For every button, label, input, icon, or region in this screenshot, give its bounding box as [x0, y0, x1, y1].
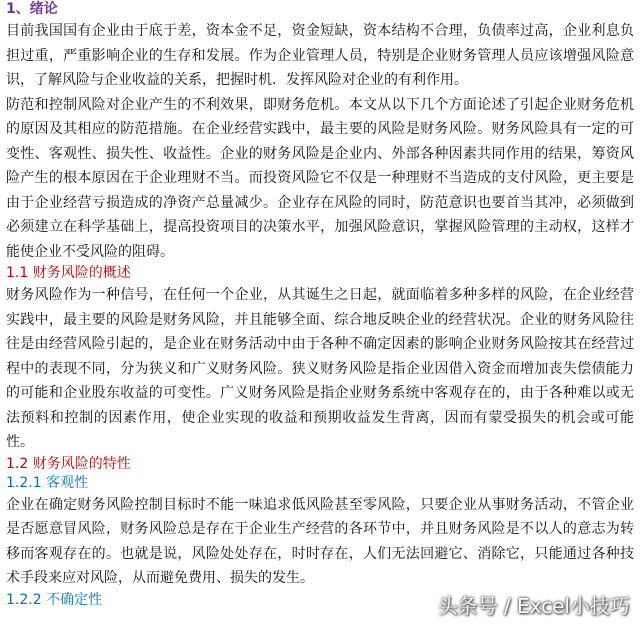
- section-1-1-paragraph: 财务风险作为一种信号，在任何一个企业，从其诞生之日起，就面临着多种多样的风险，在企业经营实践中，最主要的风险是财务风险，并且能够全面、综合地反映企业的经营状况。企业的财务风险往往是由经营风险引起的，是企业在财务活动中由于各种不确定因素的影响企业财务风险按其在经营过程中的表现不同，分为狭义和广义财务风险。狭义财务风险是指企业因借入资金而增加丧失偿债能力的可能和企业股东收益的可变性。广义财务风险是指企业财务系统中客观存在的，由于各种难以或无法预料和控制的因素作用，使企业实现的收益和预期收益发生背离，因而有蒙受损失的机会或可能性。: [6, 287, 634, 450]
- section-1-paragraph-1: 目前我国国有企业由于底于差，资本金不足，资金短缺，资本结构不合理，负债率过高，企业利息负担过重，严重影响企业的生存和发展。作为企业管理人员，特别是企业财务管理人员应该增强风险意识，了解风险与企业收益的关系，把握时机．发挥风险对企业的有利作用。: [6, 23, 634, 88]
- section-1-2-1-heading: 1.2.1 客观性: [6, 474, 89, 491]
- section-1-paragraph-2: 防范和控制风险对企业产生的不利效果，即财务危机。本文从以下几个方面论述了引起企业财务危机的原因及其相应的防范措施。在企业经营实践中，最主要的风险是财务风险。财务风险具有一定的可变性、客观性、损失性、收益性。企业的财务风险是企业内、外部各种因素共同作用的结果，筹资风险产生的根本原因在于企业理财不当。而投资风险它不仅是一种理财不当造成的支付风险，更主要是由于企业经营亏损造成的净资产总量减少。企业存在风险的同时，防范意识也要首当其冲，必须做到必须建立在科学基础上，提高投资项目的决策水平，加强风险意识，掌握风险管理的主动权，这样才能使企业不受风险的阻碍。: [6, 96, 634, 260]
- section-1-2-heading: 1.2 财务风险的特性: [6, 455, 131, 472]
- watermark-text: 头条号 / Excel小技巧: [437, 594, 630, 618]
- section-1-1-heading: 1.1 财务风险的概述: [6, 265, 131, 281]
- section-1-2-1-paragraph: 企业在确定财务风险控制目标时不能一味追求低风险甚至零风险，只要企业从事财务活动，不管企业是否愿意冒风险，财务风险总是存在于企业生产经营的各环节中，并且财务风险是不以人的意志为转移而客观存在的。也就是说，风险处处存在，时时存在，人们无法回避它、消除它，只能通过各种技术手段来应对风险，从而避免费用、损失的发生。: [6, 496, 634, 586]
- section-1-heading: 1、绪论: [6, 1, 58, 17]
- section-1-2-2-heading: 1.2.2 不确定性: [6, 591, 103, 608]
